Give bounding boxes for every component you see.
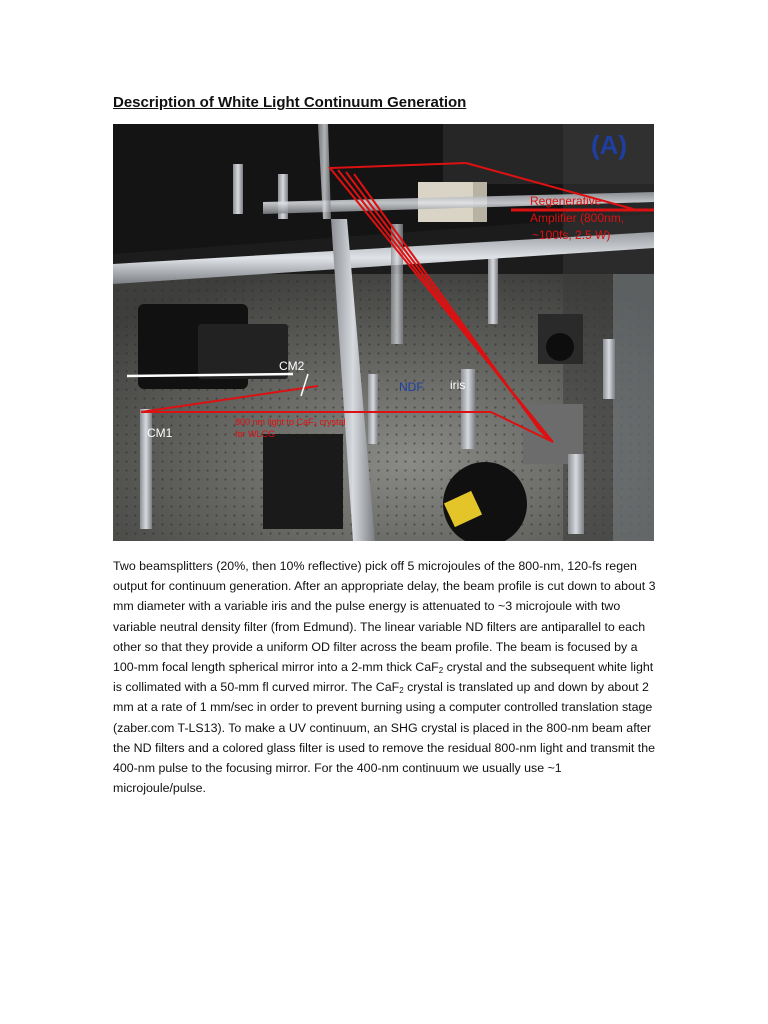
- paragraph-text: crystal is translated up and down by about 2 mm at a rate of 1 mm/sec in order to prevent burning using a computer controlled translation stage (zaber.com T-LS13). To make a UV continuum, an SHG crystal is placed in the 800-nm beam after the ND filters and a colored glass filter is used to remove the residual 800-nm light and transmit the 400-nm pulse to the focusing mirror. For the 400-nm continuum we usually use ~1 microjoule/pulse.: [113, 680, 656, 796]
- post: [603, 339, 615, 399]
- cm2-label: CM2: [279, 359, 305, 373]
- paragraph-text: Two beamsplitters (20%, then 10% reflective) pick off 5 microjoules of the 800-nm, 120-fs regen output for continuum generation. After an appropriate delay, the beam profile is cut down to about 3 mm diameter with a variable iris and the pulse energy is attenuated to ~3 microjoule with two variable neutral density filter (from Edmund). The linear variable ND filters are antiparallel to each other so that they provide a uniform OD filter across the beam profile. The beam is focused by a 100-mm focal length spherical mirror into a 2-mm thick CaF: [113, 559, 656, 675]
- post: [233, 164, 243, 214]
- rail: [391, 224, 403, 344]
- paragraph-text: crystal and the subsequent white light is collimated with a 50-mm fl curved mirror. The CaF: [113, 660, 654, 695]
- panel-label: (A): [591, 130, 628, 160]
- lab-photo: [113, 124, 654, 541]
- ndf-label: NDF: [399, 380, 424, 394]
- dark-stand: [263, 434, 343, 529]
- iris-label: iris: [450, 378, 466, 392]
- subscript: 2: [438, 666, 444, 676]
- regen-label: ~100fs, 2.5 W): [532, 228, 611, 242]
- page-title: Description of White Light Continuum Generation: [113, 94, 467, 111]
- description-paragraph: [113, 556, 658, 798]
- beam-label: 800 nm light to CaF₂ crystal: [235, 417, 346, 427]
- subscript: 2: [399, 686, 404, 696]
- beam-label: for WLCG: [235, 429, 276, 439]
- regen-label: Amplifier (800nm,: [530, 211, 625, 225]
- regen-label: Regenerative: [530, 194, 602, 208]
- post: [568, 454, 584, 534]
- post: [368, 374, 378, 444]
- equipment-block: [198, 324, 288, 379]
- cm1-label: CM1: [147, 426, 173, 440]
